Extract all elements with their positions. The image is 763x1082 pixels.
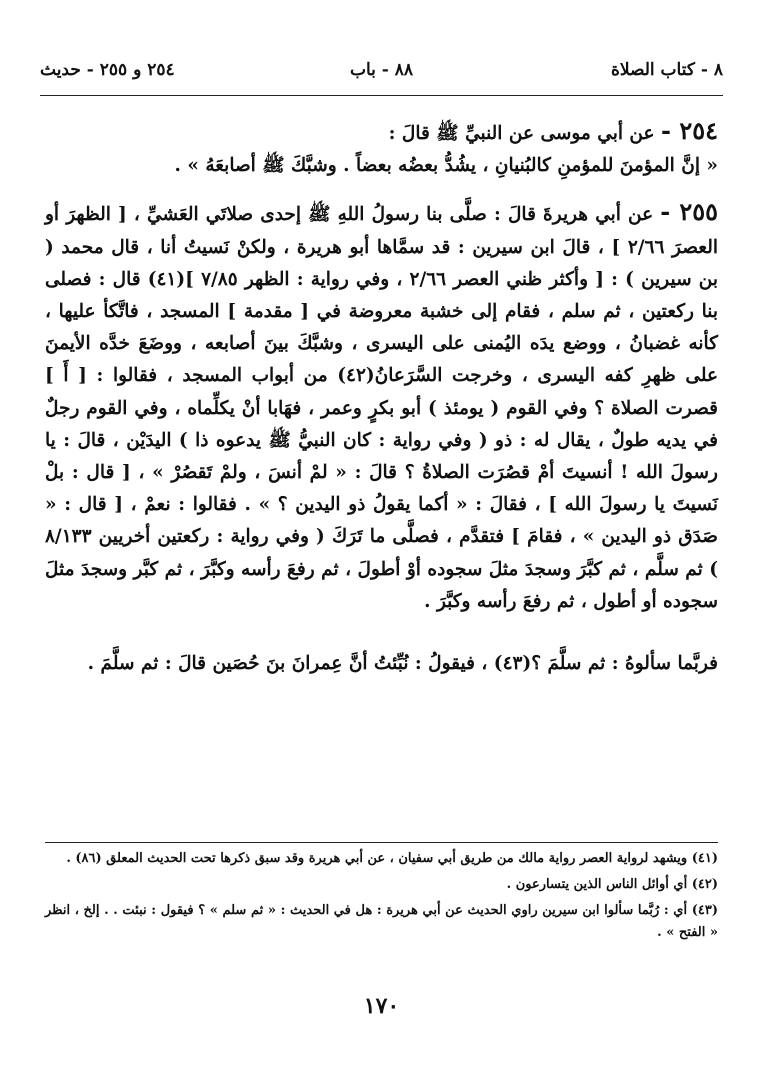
footnote-41: (٤١) ويشهد لرواية العصر رواية مالك من طريق أبي سفيان ، عن أبي هريرة وقد سبق ذكرها تحت الحديث المعلق (٨٦) . (66, 851, 718, 866)
header-chapter: ٨ - كتاب الصلاة (610, 60, 723, 80)
hadith-255-body: عن أبي هريرةَ قالَ : صلَّى بنا رسولُ اللهِ ﷺ إحدى صلاتَي العَشيِّ ، [ الظهرَ أو العصرَ ٢/٦٦ ] ، قالَ ابن سيرين : قد سمَّاها أبو هريرة ، ولكنْ نَسيتُ أنا ، قال محمد ( بن سيرين ) : [ وأكثر ظني العصر ٢/٦٦ ، وفي رواية : الظهر ٧/٨٥ ](٤١) قال : فصلى بنا ركعتين ، ثم سلم ، فقام إلى خشبة معروضة في [ مقدمة ] المسجد ، فاتَّكأ عليها ، كأنه غضبانُ ، ووضع يدَه اليُمنى على اليسرى ، وشبَّكَ بينَ أصابعه ، ووضَعَ خدَّه الأيمنَ على ظهرِ كفه اليسرى ، وخرجت السَّرَعانُ(٤٢) من أبواب المسجد ، فقالوا : [ أَ ] قصرت الصلاة ؟ وفي القوم ( يومئذ ) أبو بكرٍ وعمر ، فهَابا أنْ يكلِّماه ، وفي القوم رجلٌ في يديه طولٌ ، يقال له : ذو ( وفي رواية : كان النبيُّ ﷺ يدعوه ذا ) اليدَيْن ، قالَ : يا رسولَ الله ! أنسيتَ أمْ قصُرَت الصلاةُ ؟ قالَ : « لمْ أنسَ ، ولمْ تَقصُرْ » ، [ قال : بلْ نَسيتَ يا رسولَ الله ] ، فقالَ : « أكما يقولُ ذو اليدين ؟ » . فقالوا : نعمْ ، [ قال : « صَدَق ذو اليدين » ، فقامَ ] فتقدَّم ، فصلَّى ما تَرَكَ ( وفي رواية : ركعتين أخريين ٨/١٣٣ ) ثم سلَّم ، ثم كبَّرَ وسجدَ مثلَ سجوده أوْ أطولَ ، ثم رفعَ رأسه وكبَّرَ ، ثم كبَّر وسجدَ مثلَ سجوده أو أطول ، ثم رفعَ رأسه وكبَّرَ . (45, 204, 719, 612)
footnote-42: (٤٢) أي أوائل الناس الذين يتسارعون . (506, 877, 718, 892)
running-header (40, 60, 723, 86)
paragraph-gap (45, 182, 718, 196)
hadith-255-number: ٢٥٥ - (660, 197, 718, 227)
footnotes (45, 848, 718, 948)
hadith-255-closing: فربَّما سألوهُ : ثم سلَّمَ ؟(٤٣) ، فيقولُ : نُبِّئتُ أنَّ عِمرانَ بنَ حُصَين قالَ : ثم سلَّمَ . (87, 653, 718, 675)
page-number: ١٧٠ (363, 993, 400, 1019)
hadith-254-intro (45, 115, 718, 150)
hadith-254-text: « إنَّ المؤمنَ للمؤمنِ كالبُنيانِ ، يشُدُّ بعضُه بعضاً . وشبَّكَ ﷺ أصابعَهُ » . (174, 155, 718, 177)
footnote-43: (٤٣) أي : رُبَّما سألوا ابن سيرين راوي الحديث عن أبي هريرة : هل في الحديث : « ثم سلم » ؟ فيقول : نبئت . . إلخ ، انظر « الفتح » . (45, 903, 718, 940)
header-hadith-range: ٢٥٤ و ٢٥٥ - حديث (40, 60, 175, 80)
header-section: ٨٨ - باب (349, 60, 414, 80)
main-text (45, 115, 718, 680)
hadith-255-text (45, 196, 718, 618)
hadith-254-number: ٢٥٤ - (661, 116, 718, 145)
header-divider (40, 95, 723, 96)
footnote-divider (45, 842, 718, 843)
hadith-254-isnad: عن أبي موسى عن النبيِّ ﷺ قالَ : (388, 123, 655, 144)
